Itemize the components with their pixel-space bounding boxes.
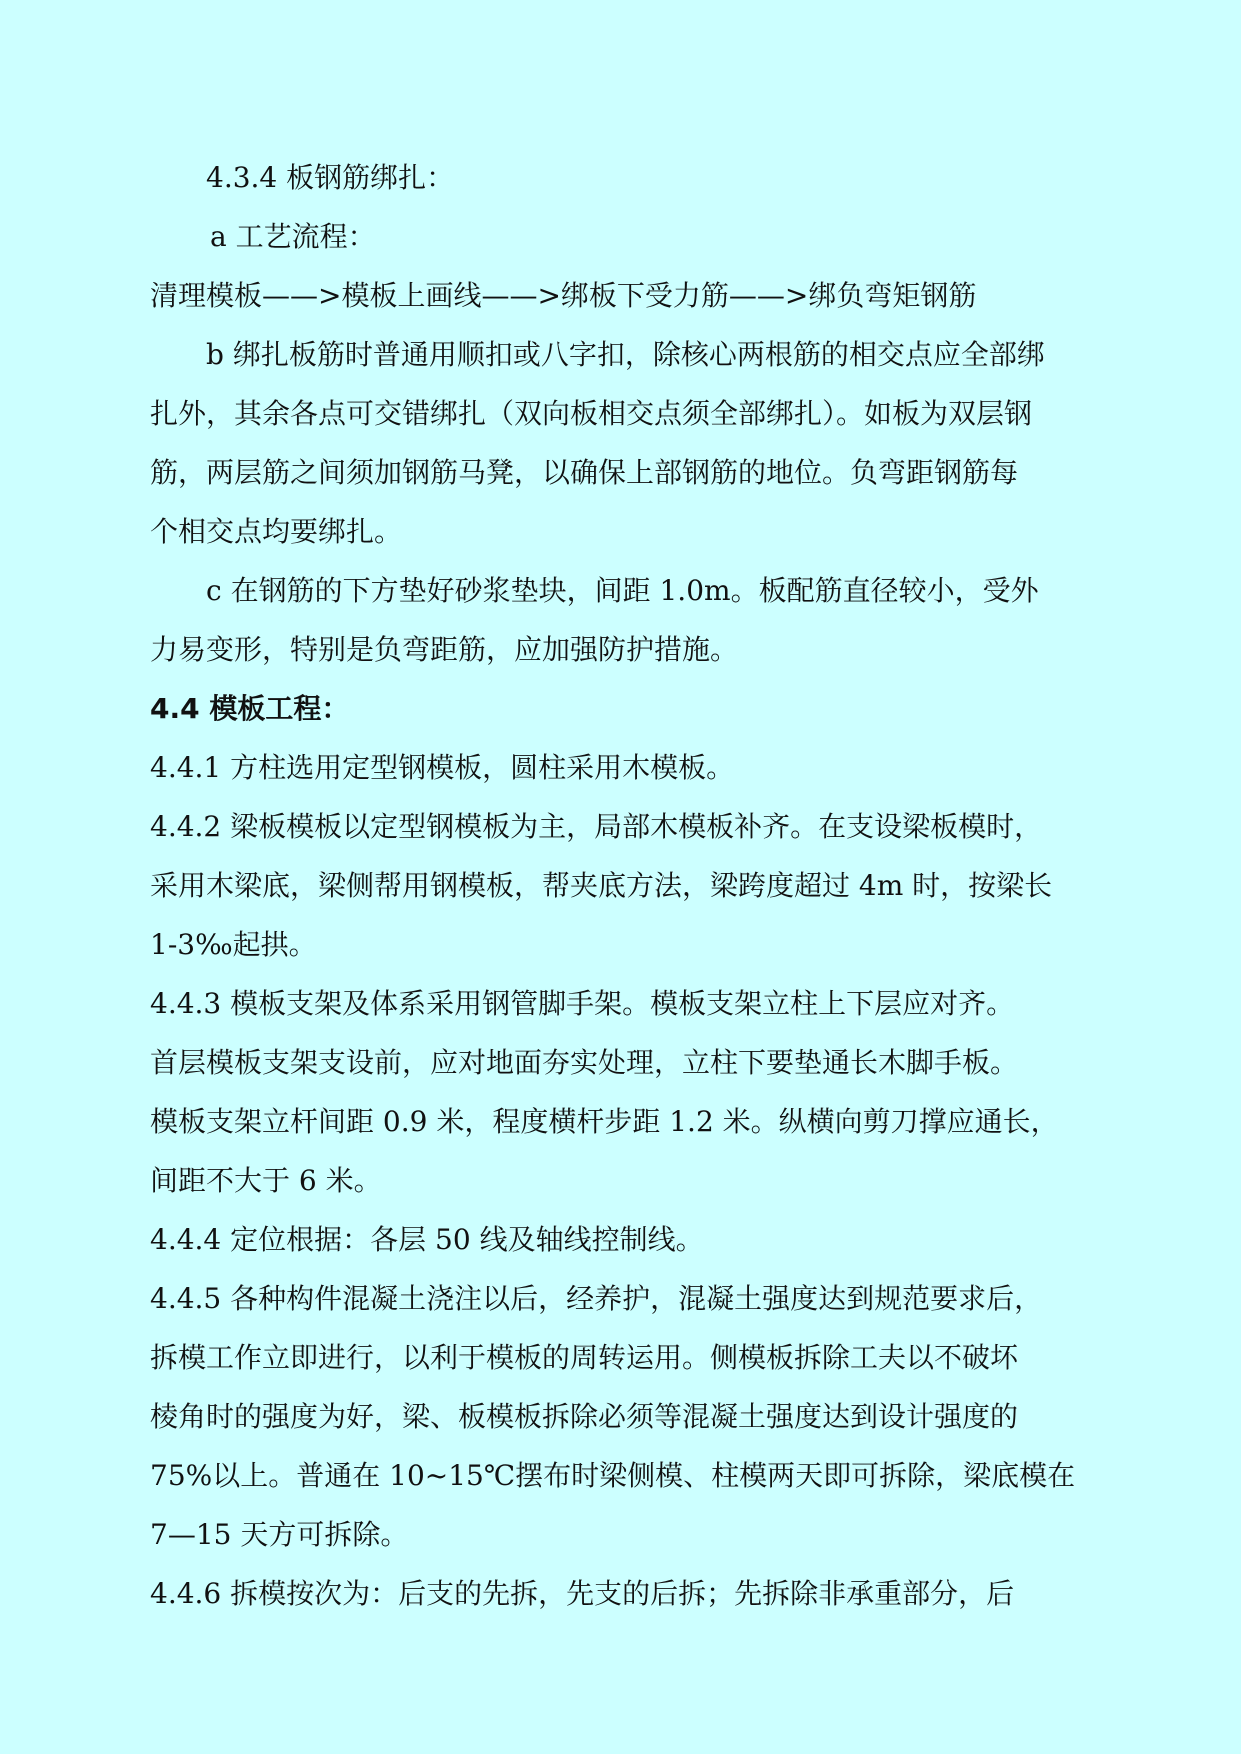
paragraph-line: 首层模板支架支设前，应对地面夯实处理，立柱下要垫通长木脚手板。 <box>150 1046 1019 1079</box>
paragraph-line: 筋，两层筋之间须加钢筋马凳，以确保上部钢筋的地位。负弯距钢筋每 <box>150 456 1019 489</box>
paragraph-line: 4.4.6 拆模按次为：后支的先拆，先支的后拆；先拆除非承重部分，后 <box>150 1577 1015 1610</box>
paragraph-line: 4.4.5 各种构件混凝土浇注以后，经养护，混凝土强度达到规范要求后， <box>150 1282 1043 1315</box>
paragraph-line: 4.4.4 定位根据：各层 50 线及轴线控制线。 <box>150 1223 704 1256</box>
paragraph-line: 个相交点均要绑扎。 <box>150 515 403 548</box>
paragraph-line: 棱角时的强度为好，梁、板模板拆除必须等混凝土强度达到设计强度的 <box>150 1400 1019 1433</box>
paragraph-line: 采用木梁底，梁侧帮用钢模板，帮夹底方法，梁跨度超过 4m 时，按梁长 <box>150 869 1053 902</box>
paragraph-line: 拆模工作立即进行，以利于模板的周转运用。侧模板拆除工夫以不破坏 <box>150 1341 1019 1374</box>
section-heading-4-4: 4.4 模板工程： <box>150 692 350 725</box>
process-flow-label: a 工艺流程： <box>210 220 376 253</box>
paragraph-line: 75%以上。普通在 10~15℃摆布时梁侧模、柱模两天即可拆除，梁底模在 <box>150 1459 1076 1492</box>
paragraph-line: 间距不大于 6 米。 <box>150 1164 382 1197</box>
heading-4-3-4: 4.3.4 板钢筋绑扎： <box>206 161 455 194</box>
paragraph-line: 模板支架立杆间距 0.9 米，程度横杆步距 1.2 米。纵横向剪刀撑应通长， <box>150 1105 1059 1138</box>
paragraph-line: b 绑扎板筋时普通用顺扣或八字扣，除核心两根筋的相交点应全部绑 <box>206 338 1045 371</box>
paragraph-line: 4.4.2 梁板模板以定型钢模板为主，局部木模板补齐。在支设梁板模时， <box>150 810 1043 843</box>
paragraph-line: 7—15 天方可拆除。 <box>150 1518 409 1551</box>
paragraph-line: c 在钢筋的下方垫好砂浆垫块，间距 1.0m。板配筋直径较小，受外 <box>206 574 1039 607</box>
paragraph-line: 4.4.1 方柱选用定型钢模板，圆柱采用木模板。 <box>150 751 735 784</box>
paragraph-line: 扎外，其余各点可交错绑扎（双向板相交点须全部绑扎）。如板为双层钢 <box>150 397 1033 430</box>
document-body <box>150 148 1122 1623</box>
process-flow-steps: 清理模板——>模板上画线——>绑板下受力筋——>绑负弯矩钢筋 <box>150 279 977 312</box>
paragraph-line: 4.4.3 模板支架及体系采用钢管脚手架。模板支架立柱上下层应对齐。 <box>150 987 1015 1020</box>
paragraph-line: 力易变形，特别是负弯距筋，应加强防护措施。 <box>150 633 739 666</box>
paragraph-line: 1-3‰起拱。 <box>150 928 317 961</box>
